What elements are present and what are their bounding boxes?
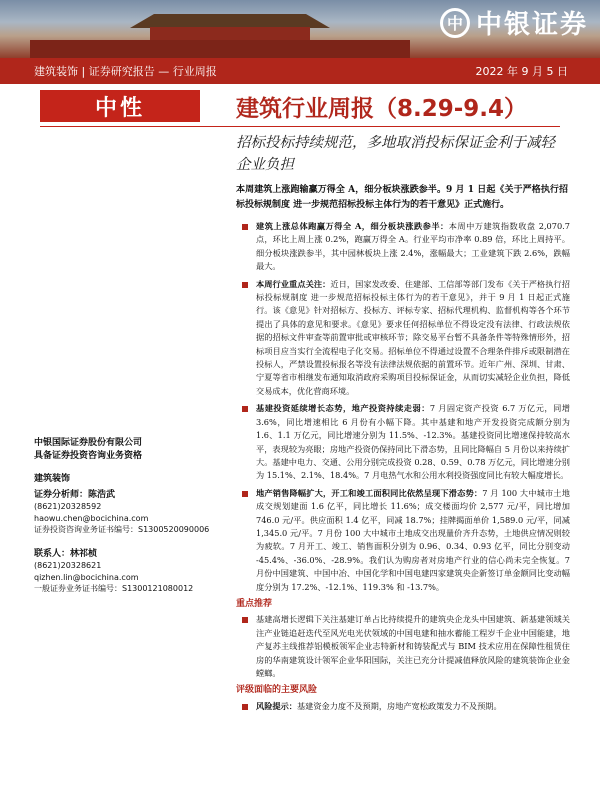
lead-paragraph: 本周建筑上涨跑输赢万得全 A，细分板块涨跌参半。9 月 1 日起《关于严格执行招标投标规制度 进一步规范招标投标主体行为的若干意见》正式施行。 bbox=[236, 185, 568, 210]
analyst-phone: (8621)20328592 bbox=[34, 502, 102, 511]
bullet-text: 本周中万建筑指数收盘 2,070.7 点，环比上周上涨 0.2%，跑赢万得全 A。行业平均市净率 0.89 倍，环比上周持平。细分板块涨跌参半，其中园林板块上涨 2.4%，涨幅最大；工业建筑下跌 2.6%，跌幅最大。 bbox=[256, 221, 570, 272]
report-subtitle: 招标投标持续规范，多地取消投标保证金利于减轻企业负担 bbox=[236, 135, 555, 173]
analyst-sidebar bbox=[34, 437, 220, 595]
divider bbox=[40, 126, 560, 127]
analyst-email[interactable]: haowu.chen@bocichina.com bbox=[34, 513, 149, 523]
bullet-market bbox=[236, 220, 570, 274]
contact-name: 联系人：林祁桢 bbox=[34, 548, 98, 559]
bullet-heading: 本周行业重点关注： bbox=[256, 278, 331, 289]
sector-name: 建筑装饰 bbox=[34, 474, 71, 484]
bullet-text: 基建资金力度不及预期，房地产宽松政策发力不及预期。 bbox=[296, 700, 502, 711]
rating-badge: 中性 bbox=[40, 90, 200, 122]
section-title-focus: 重点推荐 bbox=[236, 598, 273, 609]
bullet-risk bbox=[236, 700, 570, 713]
header-banner bbox=[0, 0, 600, 58]
bullet-heading: 基建投资延续增长态势，地产投资持续走弱： bbox=[256, 403, 430, 414]
bullet-text: 7 月 100 大中城市土地成交规划建面 1.6 亿平，同比增长 11.6%；成交楼面均价 2,577 元/平，同比增加 746.0 元/平。供应面积 1.4 亿平，同减 18.7%；挂牌揭面单价 1,589.0 元/平，同减 1,345.0 元/平。7 月份 100 大中城市土地成交出现量价齐升态势，土地供应情况则较为疲软。7 月开工、竣工、销售面积分别为 0.96、0.34、0.93 亿平，同比分别变动 -45.4%、-36.0%、-28.9%。我们认为购房者对房地产行业的信心尚未完全恢复。7 月份中国建筑、中国中冶、中国化学和中国电建四家建筑央企新签订单金额同比变动幅度分别为 17.2%、-12.1%、119.3% 和 -13.7%。 bbox=[256, 487, 570, 592]
analyst-cert: 证券投资咨询业务证书编号：S1300520090006 bbox=[34, 525, 210, 534]
palace-wall-graphic bbox=[30, 40, 410, 58]
bullet-text: 近日，国家发改委、住建部、工信部等部门发布《关于严格执行招标投标规制度 进一步规范招标投标主体行为的若干意见》，并于 9 月 1 日起正式施行。该《意见》针对招标方、投标方、评标专家、招标代理机构、监督机构等各个环节提出了具体的意见和要求。《意见》要求任何招标单位不得设定没有法律、行政法规依据的招标文件审查等前置审批或审核环节；除交易平台暂不具备条件等特殊情形外，招标项目应当实行全流程电子化交易。招标单位不得通过设置不合理条件排斥或限制潜在投标人，严禁设置投标报名等没有法律法规依据的前置环节。近年广州、深圳、甘肃、宁夏等省市相继发布通知取消政府采购项目投标保证金，从而切实减轻企业负担，降低交易成本，优化营商环境。 bbox=[256, 278, 570, 396]
bullet-property bbox=[236, 487, 570, 594]
contact-cert: 一般证券业务证书编号：S1300121080012 bbox=[34, 584, 194, 593]
bullet-heading: 建筑上涨总体跑赢万得全 A，细分板块涨跌参半： bbox=[256, 221, 449, 231]
report-title: 建筑行业周报（8.29-9.4） bbox=[236, 96, 528, 122]
org-qualification: 具备证券投资咨询业务资格 bbox=[34, 451, 143, 461]
org-name: 中银国际证券股份有限公司 bbox=[34, 438, 143, 448]
bullet-text: 7 月固定资产投资 6.7 万亿元，同增 3.6%，同比增速相比 6 月份有小幅下降。其中基建和地产开发投资完成额分别为 1.6、1.1 万亿元，同比增速分别为 11.5%、-12.3%。基建投资同比增速保持较高水平，表现较为亮眼；房地产投资仍保持同比下滑态势，且同比降幅自 5 月份以来持续扩大。基建中电力、交通、公用分别完成投资 0.28、0.59、0.78 万亿元，同比增速分别为 15.1%、2.1%、18.4%。7 月电热气水和公用水利投资强度同比有较大幅度增长。 bbox=[256, 403, 570, 481]
palace-roof-graphic bbox=[130, 14, 330, 28]
contact-phone: (8621)20328621 bbox=[34, 561, 102, 570]
bullet-recommend: 基建高增长逻辑下关注基建订单占比持续提升的建筑央企龙头中国建筑、新基建领域关注产业链追赶迭代至风光电光伏领域的中国电建和抽水蓄能工程岁千企业中国能建，地产复苏主线推荐铝模板领军企业志特新材和铸装配式与 BIM 技术应用在保障性租赁住房的华南建筑设计领军企业华阳国际，关注已充分计提减值释放风险的建筑装饰企业金螳螂。 bbox=[236, 613, 570, 680]
bullet-focus bbox=[236, 278, 570, 399]
report-date: 2022 年 9 月 5 日 bbox=[475, 65, 568, 78]
analyst-name: 证券分析师：陈浩武 bbox=[34, 489, 116, 500]
section-title-risk: 评级面临的主要风险 bbox=[236, 685, 318, 696]
report-body bbox=[236, 220, 570, 717]
boc-logo-icon: 中 bbox=[440, 8, 470, 38]
company-logo bbox=[440, 4, 588, 41]
logo-text: 中银证券 bbox=[475, 10, 588, 40]
bullet-heading: 风险提示： bbox=[256, 700, 297, 711]
bullet-investment bbox=[236, 402, 570, 482]
info-bar bbox=[0, 58, 600, 84]
contact-email[interactable]: qizhen.lin@bocichina.com bbox=[34, 572, 139, 582]
bullet-heading: 地产销售降幅扩大，开工和竣工面积同比依然呈现下滑态势： bbox=[256, 487, 483, 498]
report-category: 建筑装饰 | 证券研究报告 — 行业周报 bbox=[34, 65, 217, 78]
